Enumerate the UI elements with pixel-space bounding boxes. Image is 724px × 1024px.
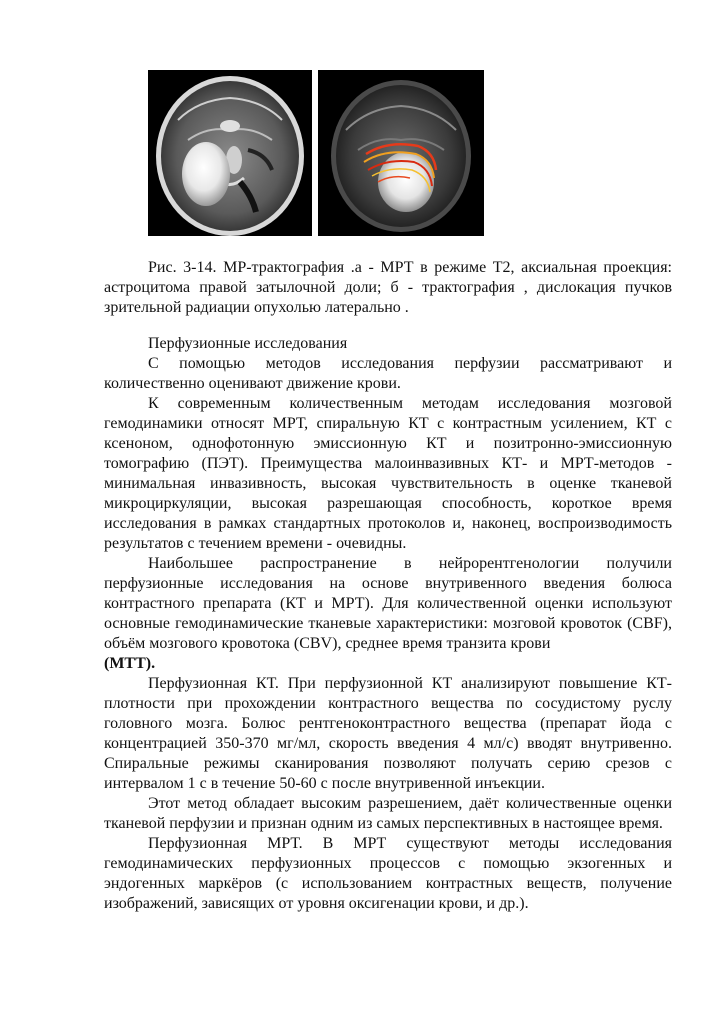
paragraph-4: Перфузионная КТ. При перфузионной КТ анализируют повышение КТ-плотности при прохождении контрастного вещества по сосудистому руслу головного мозга. Болюс рентгеноконтрастного вещества (препарат йода с концентрацией 350-370 мг/мл, скорость введения 4 мл/с) вводят внутривенно. Спиральные режимы сканирования позволяют получать серию срезов с интервалом 1 с в течение 50-60 с после внутривенной инъекции. <box>104 675 672 792</box>
caption-text: Рис. 3-14. МР-трактография .а - МРТ в режиме Т2, аксиальная проекция: астроцитома правой затылочной доли; б - трактография , дислокация пучков зрительной радиации опухолью латерально . <box>104 259 672 316</box>
document-body <box>104 334 672 914</box>
figure-caption <box>104 258 672 318</box>
section-heading: Перфузионные исследования <box>148 335 348 352</box>
mri-tractography-image <box>318 70 484 236</box>
paragraph-5: Этот метод обладает высоким разрешением, даёт количественные оценки тканевой перфузии и признан одним из самых перспективных в настоящее время. <box>104 795 672 832</box>
mri-t2-image <box>148 70 312 236</box>
mtt-label: (MTT). <box>104 655 156 672</box>
mri-t2-illustration <box>148 70 312 236</box>
paragraph-2: К современным количественным методам исследования мозговой гемодинамики относят МРТ, спиральную КТ с контрастным усилением, КТ с ксеноном, однофотонную эмиссионную КТ и позитронно-эмиссионную томографию (ПЭТ). Преимущества малоинвазивных КТ- и МРТ-методов - минимальная инвазивность, высокая чувствительность в оценке тканевой микроциркуляции, высокая разрешающая способность, короткое время исследования в рамках стандартных протоколов и, наконец, воспроизводимость результатов с течением времени - очевидны. <box>104 395 672 552</box>
paragraph-1: С помощью методов исследования перфузии рассматривают и количественно оценивают движение крови. <box>104 355 672 392</box>
paragraph-6: Перфузионная МРТ. В МРТ существуют методы исследования гемодинамических перфузионных процессов с помощью экзогенных и эндогенных маркёров (с использованием контрастных веществ, получение изображений, зависящих от уровня оксигенации крови, и др.). <box>104 835 672 912</box>
paragraph-3-text: Наибольшее распространение в нейрорентгенологии получили перфузионные исследования на основе внутривенного введения болюса контрастного препарата (КТ и МРТ). Для количественной оценки используют основные гемодинамические тканевые характеристики: мозговой кровоток (CBF), объём мозгового кровотока (CBV), среднее время транзита крови <box>104 555 672 652</box>
figure <box>148 70 484 236</box>
mri-tractography-illustration <box>318 70 484 236</box>
paragraph-3 <box>104 554 672 674</box>
